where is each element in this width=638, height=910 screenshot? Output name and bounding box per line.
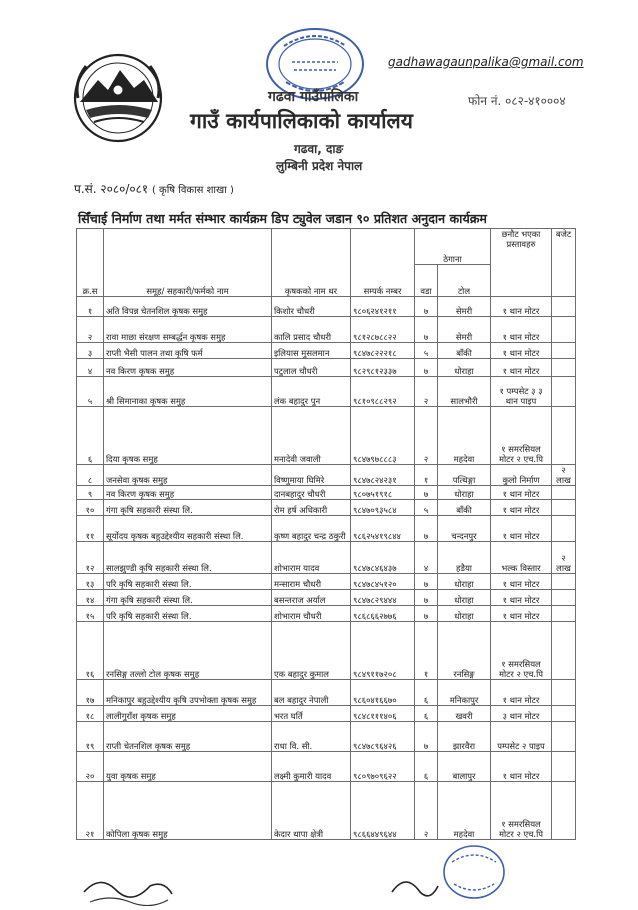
cell-proposal: १ थान मोटर [491, 317, 552, 343]
table-row [77, 782, 576, 840]
cell-sn: १ [77, 297, 104, 317]
cell-ward: ७ [415, 722, 438, 752]
cell-contact: ९८०६२४१२११ [351, 297, 415, 317]
cell-sn: ३ [77, 343, 104, 359]
cell-tole: झारवैरा [438, 722, 491, 752]
cell-group: रावा माछा संरक्षण सम्बर्द्धन कृषक समुह [104, 317, 272, 343]
cell-group: मनिकापुर बहुउद्देश्यीय कृषि उपभोक्ता कृषक समुह [104, 680, 272, 706]
cell-ward: २ [415, 407, 438, 465]
cell-farmer: कालि प्रसाद चौधरी [272, 317, 351, 343]
cell-proposal: कुलो निर्माण [491, 465, 552, 486]
cell-tole: पत्थिङ्गा [438, 465, 491, 486]
cell-tole: मनिकापुर [438, 680, 491, 706]
table-row [77, 377, 576, 407]
cell-tole: सालभौरी [438, 377, 491, 407]
cell-proposal: १ पम्पसेट ३ ३ थान पाइप [491, 377, 552, 407]
cell-tole: धोराहा [438, 606, 491, 622]
cell-tole: बाँकी [438, 500, 491, 516]
province-line: लुम्बिनी प्रदेश नेपाल [276, 159, 363, 173]
table-row [77, 574, 576, 590]
cell-group: कोपिला कृषक समुह [104, 782, 272, 840]
cell-farmer: इलियास मुसलमान [272, 343, 351, 359]
cell-contact: ९८१०९८८२९२ [351, 377, 415, 407]
cell-contact: ९८४७८४६४३७ [351, 542, 415, 574]
table-row [77, 542, 576, 574]
cell-budget [552, 359, 576, 377]
cell-farmer: दानबहादुर चौधरी [272, 486, 351, 500]
cell-group: नव किरण कृषक समुह [104, 359, 272, 377]
cell-ward: ६ [415, 752, 438, 782]
cell-ward: ७ [415, 574, 438, 590]
cell-sn: १० [77, 500, 104, 516]
cell-budget [552, 706, 576, 722]
cell-farmer: मन्साराम चौधरी [272, 574, 351, 590]
cell-tole: खवरी [438, 706, 491, 722]
emblem-logo [64, 52, 172, 144]
cell-ward: ७ [415, 486, 438, 500]
cell-ward: ४ [415, 542, 438, 574]
cell-proposal: १ थान मोटर [491, 574, 552, 590]
cell-budget [552, 377, 576, 407]
cell-contact: ९८१२८७८८२२ [351, 317, 415, 343]
table-row [77, 680, 576, 706]
cell-group: श्री सिमानाका कृषक समुह [104, 377, 272, 407]
cell-sn: २१ [77, 782, 104, 840]
cell-budget [552, 622, 576, 680]
table-row [77, 622, 576, 680]
cell-ward: ५ [415, 500, 438, 516]
beneficiary-table [76, 228, 576, 840]
col-tole: टोल [438, 265, 491, 297]
cell-contact: ९८०७५१९१८ [351, 486, 415, 500]
cell-group: युवा कृषक समुह [104, 752, 272, 782]
cell-contact: ९८२९८१२३३७ [351, 359, 415, 377]
col-address: ठेगाना [415, 229, 491, 265]
cell-contact: ९८४८१११४०६ [351, 706, 415, 722]
cell-group: गंगा कृषि सहकारी संस्था लि. [104, 500, 272, 516]
col-ward: वडा [415, 265, 438, 297]
cell-sn: ६ [77, 407, 104, 465]
cell-sn: १७ [77, 680, 104, 706]
cell-proposal: १ समरसियल मोटर २ एच.पि [491, 622, 552, 680]
col-group: समूह/ सहकारी/फर्मको नाम [104, 229, 272, 297]
cell-proposal: पम्पसेट २ पाइप [491, 722, 552, 752]
col-farmer: कृषकको नाम थर [272, 229, 351, 297]
cell-group: दिया कृषक समुह [104, 407, 272, 465]
table-row [77, 407, 576, 465]
table-row [77, 752, 576, 782]
cell-farmer: एक बहादुर कुमाल [272, 622, 351, 680]
cell-group: परि कृषि सहकारी संस्था लि. [104, 606, 272, 622]
program-heading: सिँचाई निर्माण तथा मर्मत संम्भार कार्यक्रम डिप ट्युवेल जडान ९० प्रतिशत अनुदान कार्यक्रम [78, 211, 487, 226]
cell-contact: ९८६६४४९६४४ [351, 782, 415, 840]
cell-proposal: १ थान मोटर [491, 297, 552, 317]
cell-farmer: केदार थापा क्षेत्री [272, 782, 351, 840]
cell-budget [552, 722, 576, 752]
cell-ward: ७ [415, 297, 438, 317]
cell-proposal: १ थान मोटर [491, 343, 552, 359]
cell-budget [552, 407, 576, 465]
cell-ward: २ [415, 782, 438, 840]
cell-sn: १६ [77, 622, 104, 680]
cell-farmer: विष्णुमाया घिमिरे [272, 465, 351, 486]
cell-farmer: भरत घर्ति [272, 706, 351, 722]
table-row [77, 343, 576, 359]
cell-ward: ७ [415, 317, 438, 343]
cell-farmer: लंक बहादुर पुन [272, 377, 351, 407]
cell-contact: ९८४७८२९४४४ [351, 590, 415, 606]
cell-contact: ९८६८६६२७७६ [351, 606, 415, 622]
table-row [77, 500, 576, 516]
cell-budget [552, 500, 576, 516]
page-title: गाउँ कार्यपालिकाको कार्यालय [190, 109, 413, 133]
cell-tole: धोराहा [438, 574, 491, 590]
cell-tole: महदेवा [438, 407, 491, 465]
cell-group: राप्ती भैसी पालन तथा कृषि फर्म [104, 343, 272, 359]
cell-group: सूर्योदय कृषक बहुउद्देश्यीय सहकारी संस्था लि. [104, 516, 272, 542]
cell-proposal: १ थान मोटर [491, 680, 552, 706]
cell-sn: २ [77, 317, 104, 343]
cell-group: लालीगुराँश कृषक समुह [104, 706, 272, 722]
reference-code: प.सं. २०८०/०८१ [74, 182, 149, 196]
table-row [77, 606, 576, 622]
table-row [77, 722, 576, 752]
cell-ward: ७ [415, 606, 438, 622]
cell-contact: ९८०९७०९६२२ [351, 752, 415, 782]
cell-budget [552, 317, 576, 343]
cell-contact: ९८४९११७२०८ [351, 622, 415, 680]
cell-proposal: ३ थान मोटर [491, 706, 552, 722]
table-row [77, 516, 576, 542]
cell-contact: ९८४७८४५१२० [351, 574, 415, 590]
col-contact: सम्पर्क नम्बर [351, 229, 415, 297]
cell-tole: सेमरी [438, 317, 491, 343]
cell-tole: हडैया [438, 542, 491, 574]
cell-farmer: शोभाराम चौधरी [272, 606, 351, 622]
cell-proposal: १ थान मोटर [491, 500, 552, 516]
cell-proposal: भल्क विस्तार [491, 542, 552, 574]
cell-group: नव किरण कृषक समुह [104, 486, 272, 500]
signature-stamp-left [80, 872, 176, 906]
cell-tole: धोराहा [438, 359, 491, 377]
cell-proposal: १ थान मोटर [491, 359, 552, 377]
cell-contact: ९८४७८९६४२६ [351, 722, 415, 752]
cell-ward: ५ [415, 343, 438, 359]
cell-sn: २० [77, 752, 104, 782]
cell-farmer: लक्ष्मी कुमारी यादव [272, 752, 351, 782]
cell-contact: ९८४७८२४२३१ [351, 465, 415, 486]
cell-farmer: बल बहादुर नेपाली [272, 680, 351, 706]
cell-budget [552, 516, 576, 542]
office-name: गढवा गाउँपालिका [268, 89, 359, 105]
cell-farmer: रोम हर्ष अधिकारी [272, 500, 351, 516]
reference-number [74, 180, 234, 197]
cell-group: रनसिङ्ग तल्लो टोल कृषक समुह [104, 622, 272, 680]
cell-ward: ७ [415, 359, 438, 377]
table-body [77, 297, 576, 840]
cell-group: राप्ती चेतनशिल कृषक समुह [104, 722, 272, 752]
cell-budget [552, 752, 576, 782]
email-address[interactable]: gadhawagaunpalika@gmail.com [388, 55, 584, 69]
cell-ward: १ [415, 465, 438, 486]
cell-budget [552, 297, 576, 317]
cell-group: गंगा कृषि सहकारी संस्था लि. [104, 590, 272, 606]
cell-budget: २ लाख [552, 542, 576, 574]
col-sn: क्र.स [77, 229, 104, 297]
cell-budget [552, 680, 576, 706]
cell-sn: १९ [77, 722, 104, 752]
cell-budget [552, 343, 576, 359]
cell-contact: ९८४७८२२२१८ [351, 343, 415, 359]
table-row [77, 359, 576, 377]
cell-farmer: पटुलाल चौधरी [272, 359, 351, 377]
cell-ward: ६ [415, 706, 438, 722]
cell-contact: ९८४७०९३५८४ [351, 500, 415, 516]
cell-budget [552, 782, 576, 840]
table-row [77, 297, 576, 317]
cell-proposal: १ थान मोटर [491, 590, 552, 606]
cell-ward: २ [415, 377, 438, 407]
cell-proposal: १ थान मोटर [491, 486, 552, 500]
cell-budget: २ लाख [552, 465, 576, 486]
cell-sn: १३ [77, 574, 104, 590]
cell-sn: ११ [77, 516, 104, 542]
cell-tole: बाँकी [438, 343, 491, 359]
cell-budget [552, 574, 576, 590]
cell-proposal: १ समरसियल मोटर २ एच.पि [491, 782, 552, 840]
cell-proposal: १ थान मोटर [491, 516, 552, 542]
cell-sn: ४ [77, 359, 104, 377]
cell-tole: बालापुर [438, 752, 491, 782]
cell-farmer: राधा वि. सी. [272, 722, 351, 752]
cell-farmer: शोभाराम यादव [272, 542, 351, 574]
cell-sn: १५ [77, 606, 104, 622]
cell-tole: धोराहा [438, 486, 491, 500]
col-budget: बजेट [552, 229, 576, 297]
cell-farmer: किशोर चौधरी [272, 297, 351, 317]
address-line: गढवा, दाङ [294, 142, 344, 156]
phone-number: फोन नं. ०८२-४१०००४ [468, 94, 566, 108]
cell-ward: ७ [415, 590, 438, 606]
cell-contact: ९८४७९७८८८३ [351, 407, 415, 465]
cell-budget [552, 590, 576, 606]
signature-stamp-right [382, 842, 508, 908]
cell-proposal: १ समरसियल मोटर २ एच.पि [491, 407, 552, 465]
table-row [77, 590, 576, 606]
cell-tole: धोराहा [438, 590, 491, 606]
col-proposal: छनौट भएका प्रस्तावहरु [491, 229, 552, 297]
cell-tole: चन्दनपुर [438, 516, 491, 542]
cell-proposal: १ थान मोटर [491, 752, 552, 782]
table-row [77, 706, 576, 722]
cell-sn: १४ [77, 590, 104, 606]
cell-tole: महदेवा [438, 782, 491, 840]
cell-group: सालझुण्डी कृषि सहकारी संस्था लि. [104, 542, 272, 574]
cell-ward: १ [415, 622, 438, 680]
cell-proposal: १ थान मोटर [491, 606, 552, 622]
cell-group: जनसेवा कृषक समुह [104, 465, 272, 486]
cell-sn: १२ [77, 542, 104, 574]
cell-group: परि कृषि सहकारी संस्था लि. [104, 574, 272, 590]
cell-ward: ७ [415, 516, 438, 542]
cell-contact: ९८६२५४१९८४४ [351, 516, 415, 542]
cell-contact: ९८६०४१६६७० [351, 680, 415, 706]
table-row [77, 317, 576, 343]
cell-tole: रनसिङ्ग [438, 622, 491, 680]
cell-sn: ५ [77, 377, 104, 407]
table-row [77, 486, 576, 500]
cell-sn: ९ [77, 486, 104, 500]
cell-budget [552, 606, 576, 622]
cell-farmer: मनादेवी जवाली [272, 407, 351, 465]
cell-group: अति विपन्न चेतनशिल कृषक समुह [104, 297, 272, 317]
cell-budget [552, 486, 576, 500]
section-name: ( कृषि विकास शाखा ) [151, 185, 234, 196]
cell-ward: ६ [415, 680, 438, 706]
cell-farmer: कृष्ण बहादुर चन्द्र ठकुरी [272, 516, 351, 542]
cell-sn: १८ [77, 706, 104, 722]
table-row [77, 465, 576, 486]
cell-sn: ८ [77, 465, 104, 486]
cell-tole: सेमरी [438, 297, 491, 317]
cell-farmer: बसन्तराज अर्याल [272, 590, 351, 606]
